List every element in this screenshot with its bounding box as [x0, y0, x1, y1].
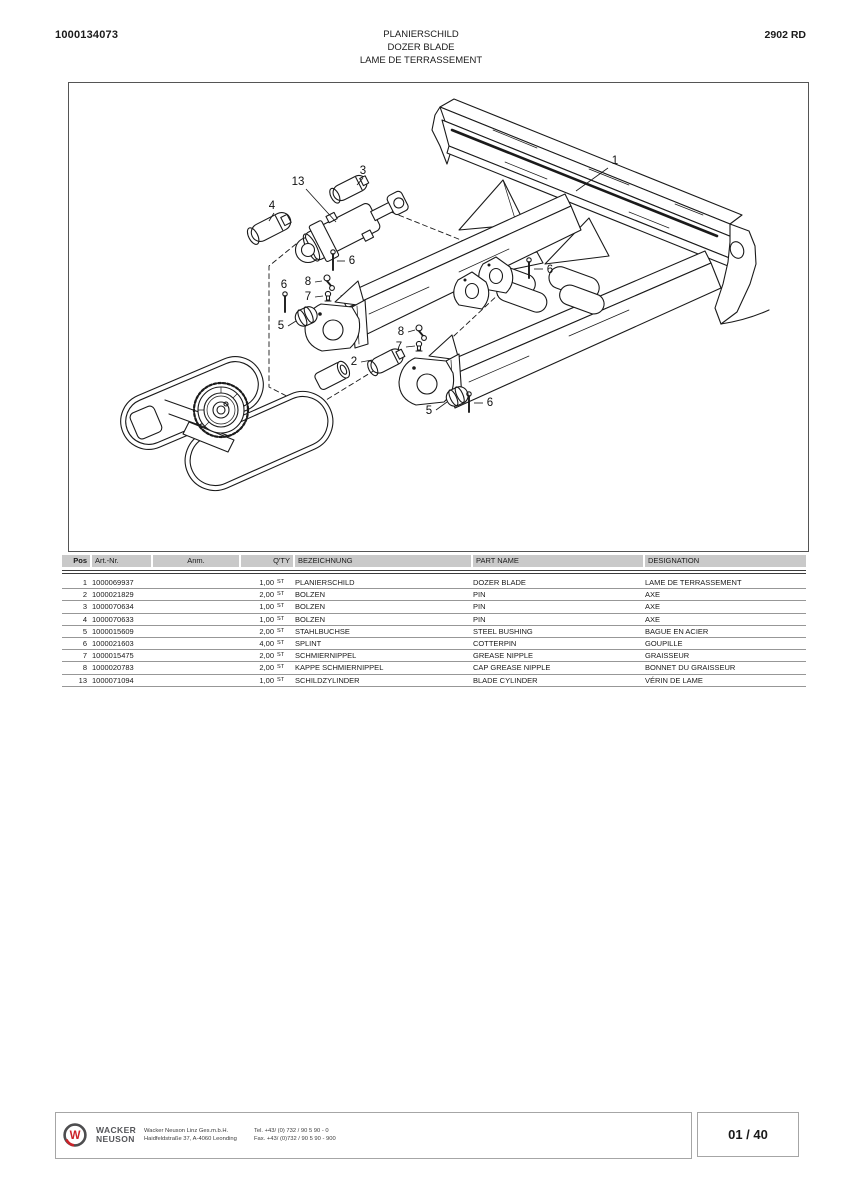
qty-value: 2,00	[259, 663, 274, 673]
table-row	[62, 577, 806, 589]
callout-leader-line	[315, 296, 323, 297]
diagram-callout-7: 7	[304, 291, 312, 303]
diagram-callout-13: 13	[291, 176, 305, 188]
brand-line-2: NEUSON	[96, 1133, 135, 1144]
diagram-callout-3: 3	[359, 165, 367, 177]
cell-part-name: PIN	[473, 614, 486, 624]
cell-qty	[241, 675, 293, 686]
qty-unit: ST	[277, 579, 285, 585]
cell-anm	[153, 650, 239, 661]
cell-bezeichnung: KAPPE SCHMIERNIPPEL	[295, 663, 384, 673]
title-english: DOZER BLADE	[387, 42, 455, 53]
table-row	[62, 626, 806, 638]
cell-designation: VÉRIN DE LAME	[645, 675, 703, 685]
cell-bezeichnung: BOLZEN	[295, 602, 326, 612]
cell-designation: AXE	[645, 602, 661, 612]
qty-value: 2,00	[259, 590, 274, 600]
table-row	[62, 601, 806, 613]
cell-bezeichnung: BOLZEN	[295, 614, 326, 624]
track-undercarriage-drawing	[112, 348, 342, 500]
cell-anm	[153, 601, 239, 612]
cell-anm	[153, 662, 239, 673]
col-header-part-name: PART NAME	[473, 555, 643, 567]
cell-qty	[241, 638, 293, 649]
qty-unit: ST	[277, 639, 285, 646]
qty-unit: ST	[277, 664, 285, 671]
cell-anm	[153, 638, 239, 649]
cell-pos: 5	[82, 626, 87, 636]
pin-3-drawing	[328, 172, 371, 204]
diagram-callout-6: 6	[546, 264, 554, 276]
brand-line-1: WACKER	[96, 1125, 137, 1135]
cell-art-nr: 1000071094	[92, 675, 134, 685]
cell-qty	[241, 614, 293, 625]
qty-value: 4,00	[259, 638, 274, 648]
header-separator-line	[62, 573, 806, 574]
cell-art-nr: 1000020783	[92, 663, 134, 673]
callout-leader-line	[406, 346, 415, 347]
diagram-callout-6: 6	[280, 279, 288, 291]
callout-leader-line	[315, 281, 322, 282]
qty-value: 1,00	[259, 578, 274, 587]
cell-anm	[153, 614, 239, 625]
table-header-row	[62, 555, 806, 567]
cell-bezeichnung: SCHMIERNIPPEL	[295, 651, 357, 661]
cell-anm	[153, 675, 239, 686]
cell-art-nr: 1000021603	[92, 638, 134, 648]
cell-designation: GRAISSEUR	[645, 651, 690, 661]
callout-leader-line	[306, 189, 336, 222]
wacker-neuson-logo-icon	[63, 1123, 87, 1147]
table-row	[62, 650, 806, 662]
cell-designation: GOUPILLE	[645, 638, 683, 648]
page-number: 01 / 40	[697, 1112, 799, 1157]
telephone-number: Tel. +43/ (0) 732 / 90 5 90 - 0	[254, 1128, 329, 1134]
cell-pos: 2	[82, 590, 87, 600]
cell-pos: 7	[82, 651, 87, 661]
header-separator-line	[62, 570, 806, 571]
cell-designation: LAME DE TERRASSEMENT	[645, 578, 742, 587]
cell-part-name: GREASE NIPPLE	[473, 651, 534, 661]
cell-designation: BONNET DU GRAISSEUR	[645, 663, 736, 673]
callout-leader-line	[288, 321, 296, 326]
callout-leader-line	[408, 330, 415, 332]
company-name: Wacker Neuson Linz Ges.m.b.H.	[144, 1128, 229, 1134]
col-header-qty: Q'TY	[241, 555, 293, 567]
col-header-anm: Anm.	[153, 555, 239, 567]
diagram-callout-8: 8	[304, 276, 312, 288]
qty-unit: ST	[277, 615, 285, 622]
diagram-frame	[68, 82, 809, 552]
fax-number: Fax. +43/ (0)732 / 90 5 90 - 900	[254, 1135, 336, 1142]
document-number: 1000134073	[55, 29, 119, 41]
table-row	[62, 589, 806, 601]
cell-art-nr: 1000015609	[92, 626, 134, 636]
diagram-callout-7: 7	[395, 341, 403, 353]
cell-bezeichnung: PLANIERSCHILD	[295, 578, 355, 587]
cell-art-nr: 1000069937	[92, 578, 134, 587]
cell-qty	[241, 626, 293, 637]
cell-designation: AXE	[645, 590, 661, 600]
cell-bezeichnung: SPLINT	[295, 638, 322, 648]
diagram-callout-4: 4	[268, 200, 276, 212]
qty-unit: ST	[277, 603, 285, 610]
cell-bezeichnung: STAHLBUCHSE	[295, 626, 350, 636]
qty-value: 2,00	[259, 626, 274, 636]
cell-anm	[153, 589, 239, 600]
cell-qty	[241, 601, 293, 612]
cell-art-nr: 1000021829	[92, 590, 134, 600]
pin-2-drawing	[314, 346, 407, 391]
qty-unit: ST	[277, 591, 285, 598]
qty-unit: ST	[277, 676, 285, 683]
table-row	[62, 638, 806, 650]
table-row	[62, 662, 806, 674]
diagram-callout-5: 5	[425, 405, 433, 417]
cell-pos: 3	[82, 602, 87, 612]
cell-part-name: PIN	[473, 602, 486, 612]
cell-pos: 1	[82, 578, 87, 587]
cell-pos: 8	[82, 663, 87, 673]
company-phones	[254, 1128, 336, 1143]
qty-unit: ST	[277, 652, 285, 659]
cell-art-nr: 1000070634	[92, 602, 134, 612]
qty-unit: ST	[277, 627, 285, 634]
table-body	[62, 577, 806, 687]
brand-wordmark	[96, 1126, 136, 1143]
diagram-callout-6: 6	[348, 255, 356, 267]
cell-art-nr: 1000015475	[92, 651, 134, 661]
cell-pos: 13	[78, 675, 87, 685]
diagram-callout-5: 5	[277, 320, 285, 332]
cell-part-name: BLADE CYLINDER	[473, 675, 538, 685]
diagram-callout-2: 2	[350, 356, 358, 368]
col-header-designation: DESIGNATION	[645, 555, 806, 567]
col-header-bezeichnung: BEZEICHNUNG	[295, 555, 471, 567]
qty-value: 1,00	[259, 614, 274, 624]
svg-text:W: W	[69, 1130, 81, 1143]
title-french: LAME DE TERRASSEMENT	[359, 55, 483, 66]
col-header-art-nr: Art.-Nr.	[92, 555, 151, 567]
cell-part-name: CAP GREASE NIPPLE	[473, 663, 551, 673]
cell-bezeichnung: SCHILDZYLINDER	[295, 675, 360, 685]
cell-part-name: STEEL BUSHING	[473, 626, 533, 636]
cell-pos: 4	[82, 614, 87, 624]
col-header-pos: Pos	[62, 555, 90, 567]
table-row	[62, 675, 806, 687]
title-german: PLANIERSCHILD	[383, 29, 459, 40]
footer-bar	[55, 1112, 692, 1159]
qty-value: 2,00	[259, 651, 274, 661]
cell-part-name: PIN	[473, 590, 486, 600]
parts-table	[62, 555, 806, 687]
diagram-svg	[69, 83, 808, 551]
cell-qty	[241, 650, 293, 661]
cell-designation: BAGUE EN ACIER	[645, 626, 709, 636]
cell-qty	[241, 662, 293, 673]
cell-anm	[153, 577, 239, 588]
diagram-callout-8: 8	[397, 326, 405, 338]
cell-pos: 6	[82, 638, 87, 648]
exploded-view-drawing	[112, 99, 769, 500]
page-title	[0, 28, 842, 67]
cell-qty	[241, 589, 293, 600]
qty-value: 1,00	[259, 602, 274, 612]
company-address	[144, 1128, 237, 1143]
cell-qty	[241, 577, 293, 588]
cell-bezeichnung: BOLZEN	[295, 590, 326, 600]
diagram-callout-1: 1	[611, 155, 619, 167]
cell-anm	[153, 626, 239, 637]
table-row	[62, 614, 806, 626]
cell-part-name: DOZER BLADE	[473, 578, 526, 587]
qty-value: 1,00	[259, 675, 274, 685]
cell-designation: AXE	[645, 614, 661, 624]
pin-4-drawing	[245, 209, 294, 246]
cell-art-nr: 1000070633	[92, 614, 134, 624]
model-number: 2902 RD	[764, 29, 806, 41]
cell-part-name: COTTERPIN	[473, 638, 517, 648]
company-street: Haidfeldstraße 37, A-4060 Leonding	[144, 1135, 237, 1142]
diagram-callout-6: 6	[486, 397, 494, 409]
